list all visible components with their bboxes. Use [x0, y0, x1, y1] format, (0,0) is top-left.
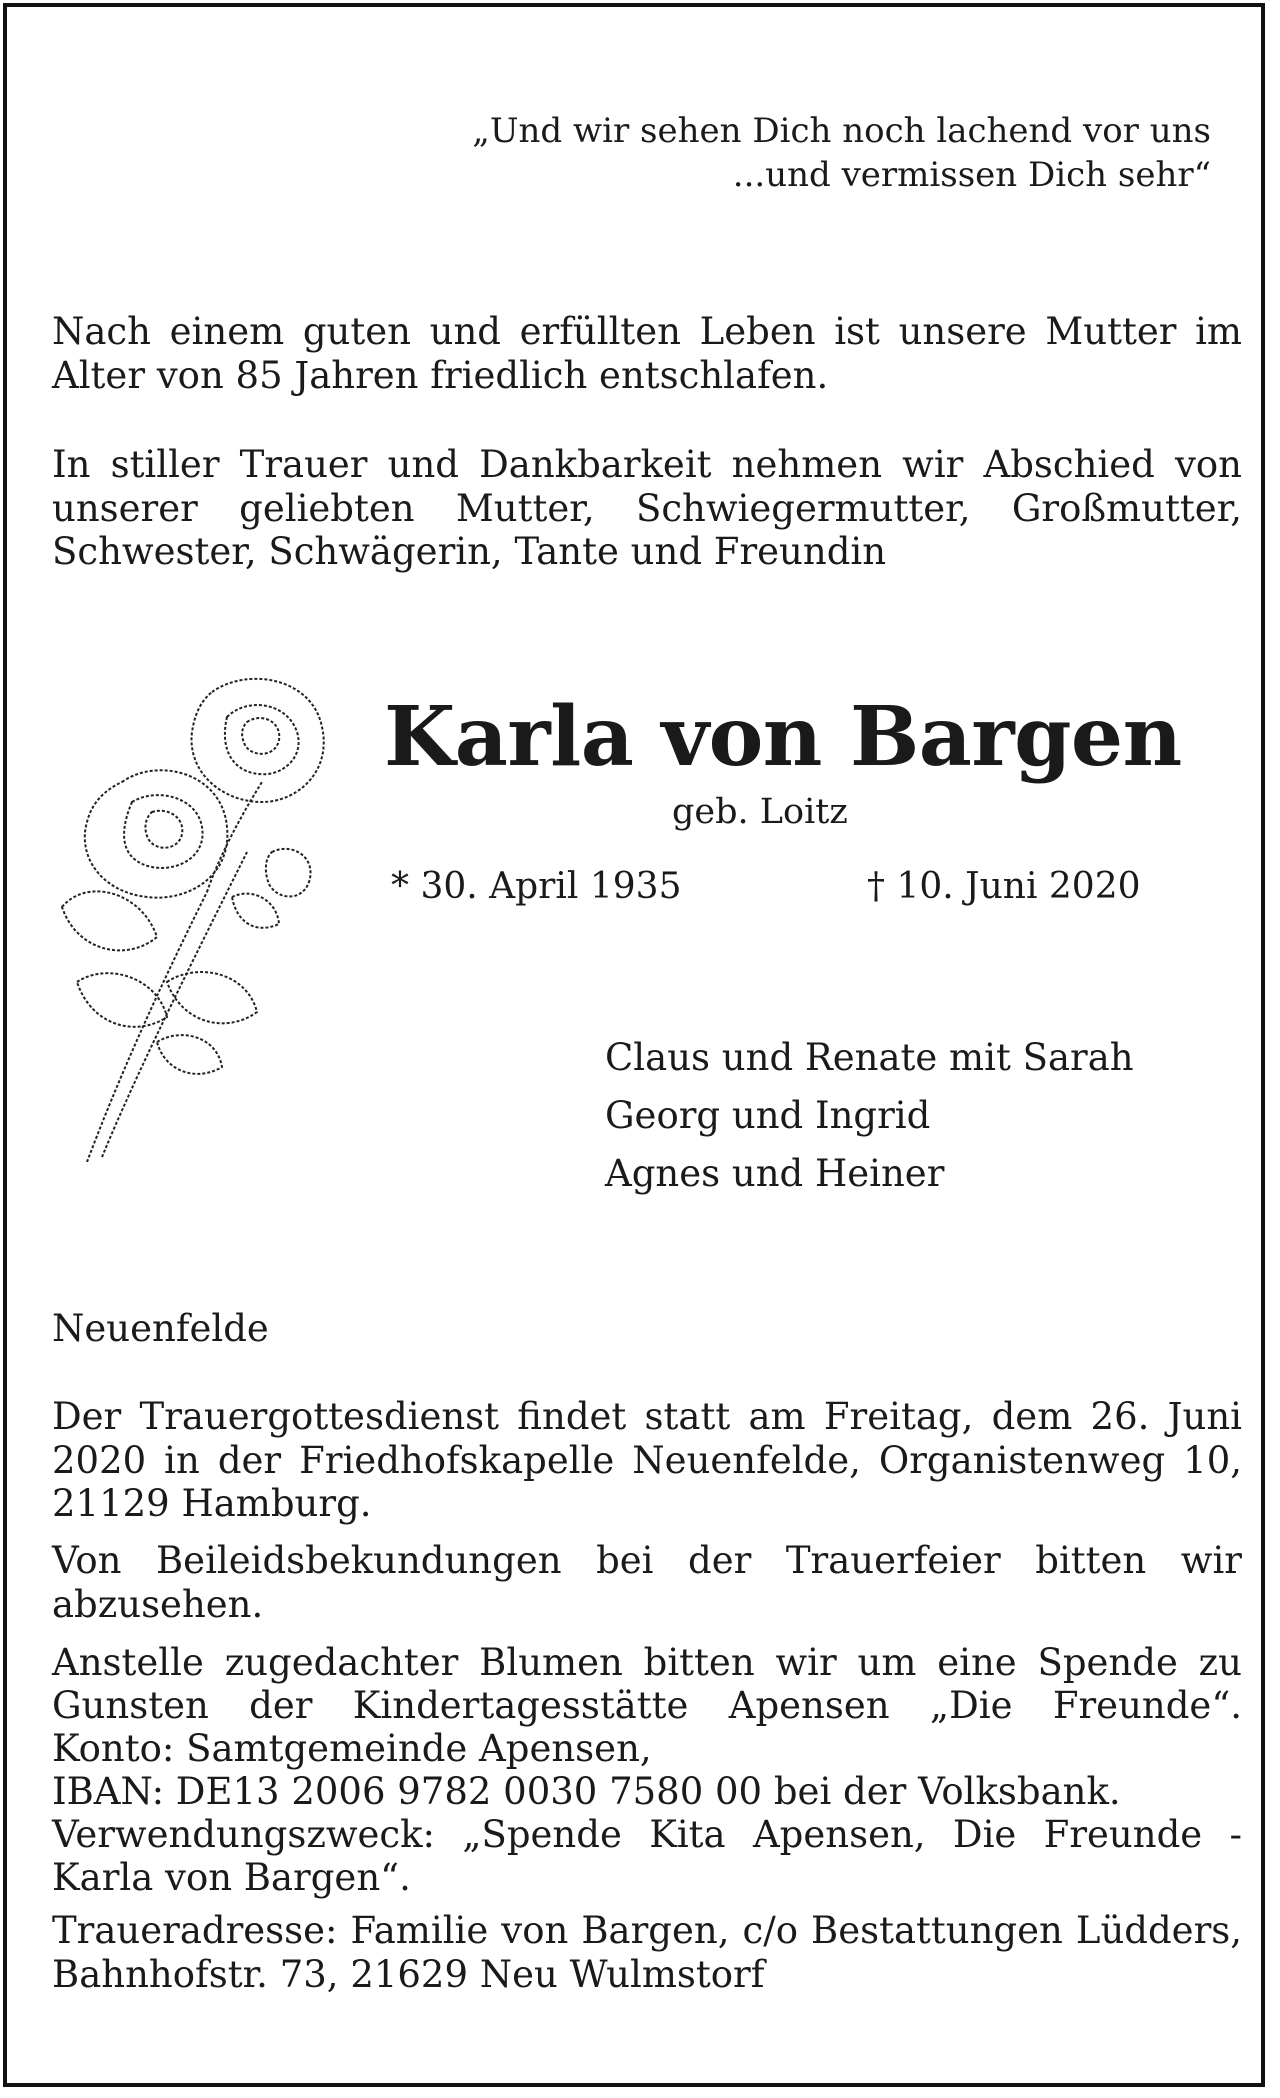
family-list: [605, 1029, 1134, 1203]
obituary-frame: [3, 3, 1265, 2087]
donation-account: Konto: Samtgemeinde Apensen,: [52, 1727, 652, 1770]
service-info: Der Trauergottesdienst findet statt am Freitag, dem 26. Juni 2020 in der Friedhofskapelle Neuenfelde, Organistenweg 10, 21129 Hamburg.: [52, 1395, 1242, 1525]
rose-illustration-icon: [47, 662, 347, 1162]
birth-name: geb. Loitz: [672, 792, 848, 832]
epigraph-quote: [472, 109, 1211, 197]
mourning-address: Traueradresse: Familie von Bargen, c/o Bestattungen Lüdders, Bahnhofstr. 73, 21629 Neu Wulmstorf: [52, 1909, 1242, 1996]
donation-purpose: Verwendungszweck: „Spende Kita Apensen, Die Freunde - Karla von Bargen“.: [52, 1813, 1242, 1899]
deceased-name: Karla von Bargen: [384, 689, 1182, 785]
donation-info: [52, 1641, 1242, 1899]
intro-paragraph-2: In stiller Trauer und Dankbarkeit nehmen wir Abschied von unserer geliebten Mutter, Schwiegermutter, Großmutter, Schwester, Schwägerin, Tante und Freundin: [52, 443, 1242, 573]
intro-paragraph-1: Nach einem guten und erfüllten Leben ist unsere Mutter im Alter von 85 Jahren friedlich entschlafen.: [52, 310, 1242, 397]
condolence-note: Von Beileidsbekundungen bei der Trauerfeier bitten wir abzusehen.: [52, 1539, 1242, 1626]
family-member: Claus und Renate mit Sarah: [605, 1036, 1134, 1079]
donation-line-1: Anstelle zugedachter Blumen bitten wir um eine Spende zu Gunsten der Kindertagesstätte Apensen „Die Freunde“.: [52, 1641, 1242, 1727]
birth-date: * 30. April 1935: [391, 866, 682, 907]
death-date: † 10. Juni 2020: [867, 866, 1141, 907]
family-member: Georg und Ingrid: [605, 1094, 931, 1137]
place-name: Neuenfelde: [52, 1307, 269, 1350]
family-member: Agnes und Heiner: [605, 1152, 945, 1195]
quote-line-1: „Und wir sehen Dich noch lachend vor uns: [472, 111, 1211, 151]
donation-iban: IBAN: DE13 2006 9782 0030 7580 00 bei der Volksbank.: [52, 1770, 1121, 1813]
quote-line-2: ...und vermissen Dich sehr“: [732, 155, 1211, 195]
